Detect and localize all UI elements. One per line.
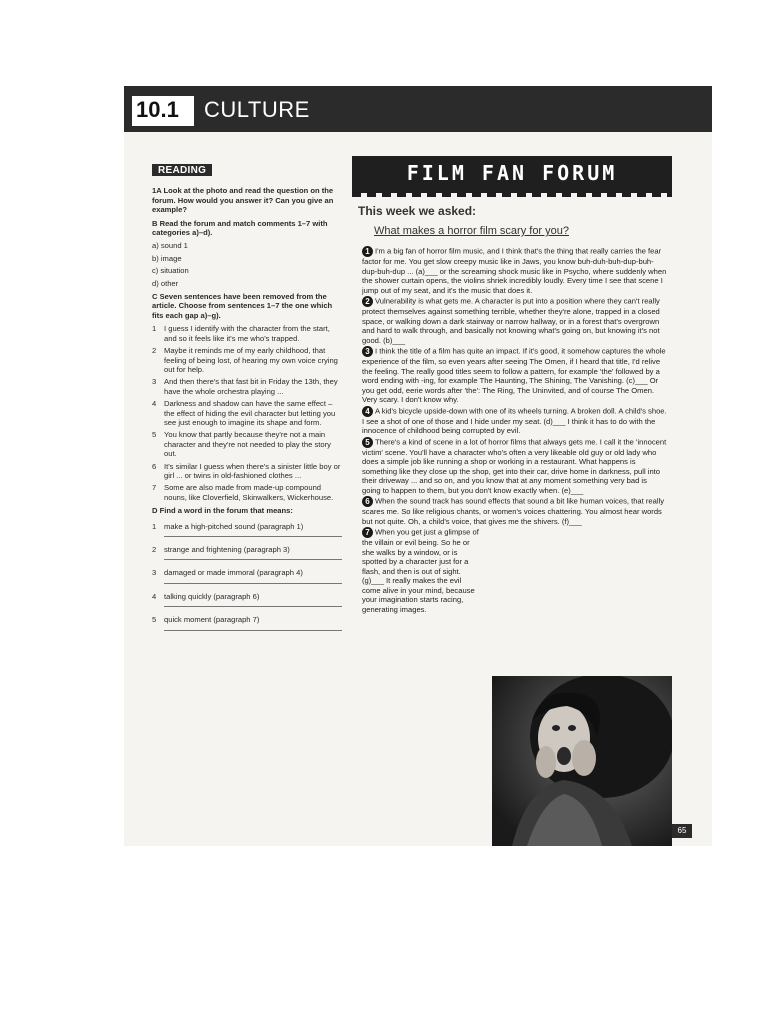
unit-header xyxy=(124,86,712,132)
forum-question: What makes a horror film scary for you? xyxy=(374,225,570,237)
forum-comment xyxy=(362,346,667,405)
screaming-woman-photo xyxy=(472,676,672,846)
comment-number: 2 xyxy=(362,296,373,307)
word-definition: talking quickly (paragraph 6) xyxy=(164,591,260,601)
forum-comment xyxy=(362,437,667,496)
category-list xyxy=(152,241,342,288)
comment-number: 3 xyxy=(362,346,373,357)
exercise-column xyxy=(152,164,342,639)
sentence-list xyxy=(152,324,342,502)
page-number: 65 xyxy=(672,824,692,838)
forum-column xyxy=(352,156,672,846)
answer-line[interactable] xyxy=(164,536,342,537)
sentence-item xyxy=(152,462,342,481)
comment-text: When you get just a glimpse of the villain or evil being. So he or she walks by a window, or is spotted by a character just for a flash, and then is out of sight. (g)___ It really makes the evil come alive in your mind, because your imagination starts racing, generating images. xyxy=(362,527,479,614)
answer-line[interactable] xyxy=(164,559,342,560)
word-list xyxy=(152,522,342,631)
exercise-d: D Find a word in the forum that means: xyxy=(152,506,293,516)
forum-comment xyxy=(362,527,480,614)
forum-comment xyxy=(362,496,667,526)
sentence-text: It's similar I guess when there's a sinister little boy or girl ... or twins in old-fashioned clothes ... xyxy=(164,461,341,480)
sentence-number: 4 xyxy=(152,399,157,409)
word-item xyxy=(152,545,342,554)
word-definition: damaged or made immoral (paragraph 4) xyxy=(164,568,303,578)
sentence-number: 7 xyxy=(152,483,157,493)
unit-title: CULTURE xyxy=(204,97,310,122)
sentence-item xyxy=(152,399,342,427)
sentence-item xyxy=(152,346,342,374)
word-definition: quick moment (paragraph 7) xyxy=(164,615,260,625)
word-item xyxy=(152,568,342,577)
sentence-text: You know that partly because they're not a main character and they're not needed to play the story out. xyxy=(164,430,331,459)
word-number: 2 xyxy=(152,545,157,554)
word-number: 3 xyxy=(152,568,157,578)
comment-number: 5 xyxy=(362,437,373,448)
forum-title: FILM FAN FORUM xyxy=(406,161,618,185)
sentence-number: 6 xyxy=(152,461,157,471)
sentence-number: 2 xyxy=(152,346,157,356)
sentence-number: 3 xyxy=(152,377,157,387)
comment-text: When the sound track has sound effects that sound a bit like human voices, that really scares me. So like religious chants, or women's voices chattering. You almost hear words but not quite. Oh, a child's voice, that gives me the shivers. (f)___ xyxy=(362,496,665,526)
comment-text: I'm a big fan of horror film music, and I think that's the thing that really carries the fear factor for me. You get slow creepy music like in Jaws, you know buh-duh-buh-dup-buh-dup-buh-dup ... (a)___ or the screaming shock music like in Psycho, where suddenly when the shower curtain opens, the violins shriek incredibly loudly. Every time I see that scene I jump out of my seat, and it's the music that does it. xyxy=(362,246,667,295)
comment-number: 1 xyxy=(362,246,373,257)
forum-asked: This week we asked: xyxy=(358,204,477,218)
forum-comment xyxy=(362,296,667,345)
forum-comments xyxy=(362,246,667,615)
category-item: c) situation xyxy=(152,266,189,276)
word-number: 5 xyxy=(152,615,157,625)
unit-number: 10.1 xyxy=(136,97,179,122)
word-item xyxy=(152,615,342,624)
sentence-text: And then there's that fast bit in Friday the 13th, they have the whole orchestra playing ... xyxy=(164,377,338,396)
sentence-number: 5 xyxy=(152,430,157,440)
word-definition: make a high-pitched sound (paragraph 1) xyxy=(164,521,304,531)
comment-number: 4 xyxy=(362,406,373,417)
sentence-text: Some are also made from made-up compound nouns, like Cloverfield, Skinwalkers, Wickerhouse. xyxy=(164,483,334,502)
forum-comment xyxy=(362,246,667,295)
sentence-text: Darkness and shadow can have the same effect – the effect of hiding the evil character but letting you see just enough to imagine its shape and form. xyxy=(164,399,336,427)
answer-line[interactable] xyxy=(164,630,342,631)
answer-line[interactable] xyxy=(164,606,342,607)
sentence-text: I guess I identify with the character from the start, and so it feels like it's me who's trapped. xyxy=(164,324,330,343)
exercise-c: C Seven sentences have been removed from the article. Choose from sentences 1–7 the one which fits each gap a)–g). xyxy=(152,292,333,320)
comment-text: Vulnerability is what gets me. A character is put into a position where they can't really protect themselves against something terrible, whether they're alone, trapped in a closed space, or walking down a dark stairway or narrow hallway, or in a forest that's overgrown and hard to walk through, and basically not knowing what's going on, but knowing it's not good. (b)___ xyxy=(362,296,660,345)
sentence-item xyxy=(152,483,342,502)
word-item xyxy=(152,592,342,601)
film-strip-divider xyxy=(352,192,672,197)
sentence-item xyxy=(152,324,342,343)
comment-number: 6 xyxy=(362,496,373,507)
word-number: 1 xyxy=(152,521,157,531)
reading-badge: READING xyxy=(152,164,212,176)
word-number: 4 xyxy=(152,591,157,601)
comment-text: I think the title of a film has quite an impact. If it's good, it somehow captures the whole experience of the film, so even years after seeing The Omen, if I heard that title, I'd relive the feeling. The really good titles seem to follow a pattern, for example 'the' followed by a word ending with -ing, for example The Haunting, The Shining, The Vanishing. (c)___ Or you get odd, eerie words after 'the': The Ring, The Uninvited, and of course The Omen. Very scary. I don't know why. xyxy=(362,346,666,404)
forum-banner xyxy=(352,156,672,193)
word-item xyxy=(152,522,342,531)
comment-text: There's a kind of scene in a lot of horror films that always gets me. I call it the 'innocent victim' scene. You'll have a character who's often a very likeable old guy or old lady who does a simple job like running a shop or working in a restaurant. What happens is something like they close up the shop, get into their car, drive home in darkness, pull into their driveway ... and so on, and you know that at any moment something very bad is going to happen to them, but you don't know exactly when. (e)___ xyxy=(362,437,667,495)
sentence-number: 1 xyxy=(152,324,157,334)
sentence-item xyxy=(152,377,342,396)
forum-comment xyxy=(362,406,667,436)
category-item: d) other xyxy=(152,278,179,288)
sentence-text: Maybe it reminds me of my early childhood, that feeling of being lost, of hearing my own voice crying out for help. xyxy=(164,346,338,374)
exercise-b: B Read the forum and match comments 1–7 with categories a)–d). xyxy=(152,218,328,238)
answer-line[interactable] xyxy=(164,583,342,584)
sentence-item xyxy=(152,430,342,458)
textbook-page xyxy=(124,86,712,846)
word-definition: strange and frightening (paragraph 3) xyxy=(164,545,290,554)
comment-text: A kid's bicycle upside-down with one of its wheels turning. A broken doll. A child's shoe. I see a shot of one of those and I hide under my seat. (d)___ I think it has to do with the innocence of childhood being corrupted by evil. xyxy=(362,406,667,435)
category-item: a) sound 1 xyxy=(152,241,188,251)
category-item: b) image xyxy=(152,253,182,263)
exercise-1a: 1A Look at the photo and read the question on the forum. How would you answer it? Can you give an example? xyxy=(152,186,334,215)
comment-number: 7 xyxy=(362,527,373,538)
